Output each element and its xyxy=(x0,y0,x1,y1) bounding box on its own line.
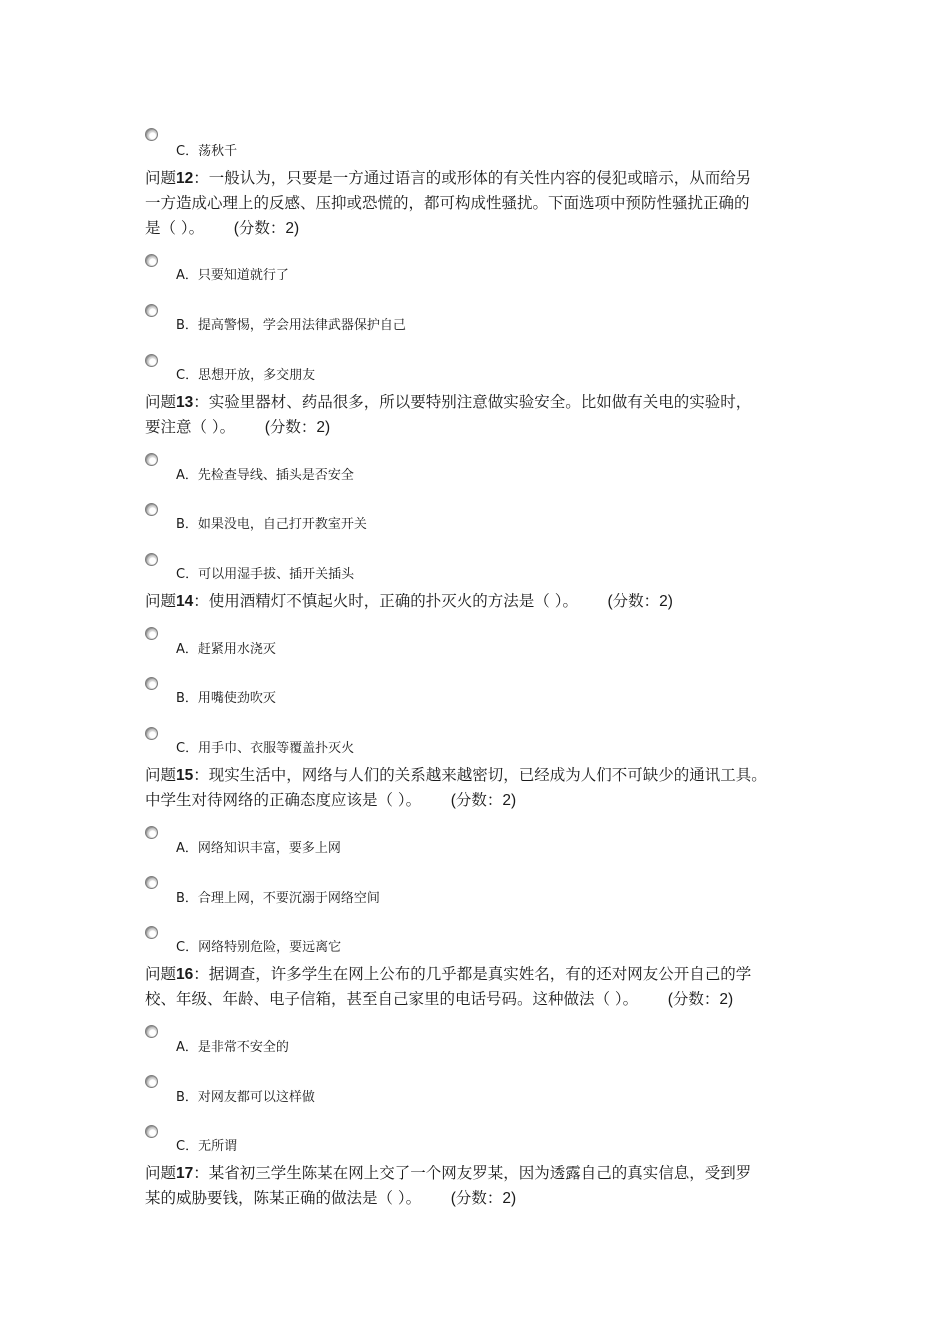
question-16 xyxy=(145,962,815,1012)
question-14 xyxy=(145,589,815,614)
radio-button[interactable] xyxy=(145,254,158,267)
question-text-line: 要注意（ ）。 xyxy=(145,418,236,436)
option-label: A．赶紧用水浇灭 xyxy=(176,642,276,657)
radio-button[interactable] xyxy=(145,503,158,516)
option-label: A．网络知识丰富，要多上网 xyxy=(176,841,341,856)
option-label: B．对网友都可以这样做 xyxy=(176,1090,315,1105)
radio-button[interactable] xyxy=(145,1125,158,1138)
question-score: (分数：2) xyxy=(607,593,673,610)
question-number: 12 xyxy=(176,170,194,187)
question-prefix: 问题 xyxy=(145,592,177,610)
question-number: 15 xyxy=(176,767,194,784)
question-text-line: ：某省初三学生陈某在网上交了一个网友罗某，因为透露自己的真实信息，受到罗 xyxy=(193,1164,752,1182)
option-label: B．提高警惕，学会用法律武器保护自己 xyxy=(176,318,406,333)
question-number: 14 xyxy=(176,593,194,610)
question-score: (分数：2) xyxy=(264,419,331,436)
question-text-line: 中学生对待网络的正确态度应该是（ ）。 xyxy=(145,791,422,809)
question-text-line: 校、年级、年龄、电子信箱，甚至自己家里的电话号码。这种做法（ ）。 xyxy=(145,990,639,1008)
radio-button[interactable] xyxy=(145,128,158,141)
option-label: B．如果没电，自己打开教室开关 xyxy=(176,517,367,532)
radio-button[interactable] xyxy=(145,1075,158,1088)
option-label: C．思想开放，多交朋友 xyxy=(176,368,316,383)
option-label: A．只要知道就行了 xyxy=(176,268,289,283)
radio-button[interactable] xyxy=(145,304,158,317)
radio-button[interactable] xyxy=(145,876,158,889)
radio-button[interactable] xyxy=(145,1025,158,1038)
radio-button[interactable] xyxy=(145,727,158,740)
option-label: C．网络特别危险，要远离它 xyxy=(176,940,342,955)
question-prefix: 问题 xyxy=(145,169,177,187)
question-text-line: ：一般认为，只要是一方通过语言的或形体的有关性内容的侵犯或暗示，从而给另 xyxy=(193,169,752,187)
question-number: 16 xyxy=(176,966,194,983)
question-score: (分数：2) xyxy=(450,1190,517,1207)
question-score: (分数：2) xyxy=(233,220,300,237)
question-number: 17 xyxy=(176,1165,194,1182)
question-text-line: ：据调查，许多学生在网上公布的几乎都是真实姓名，有的还对网友公开自己的学 xyxy=(193,965,752,983)
radio-button[interactable] xyxy=(145,453,158,466)
question-prefix: 问题 xyxy=(145,1164,177,1182)
radio-button[interactable] xyxy=(145,677,158,690)
question-number: 13 xyxy=(176,394,194,411)
radio-button[interactable] xyxy=(145,826,158,839)
option-label: A．先检查导线、插头是否安全 xyxy=(176,468,354,483)
question-17 xyxy=(145,1161,815,1211)
question-13 xyxy=(145,390,815,440)
question-text-line: 是（ ）。 xyxy=(145,219,205,237)
question-prefix: 问题 xyxy=(145,393,177,411)
question-score: (分数：2) xyxy=(450,792,517,809)
question-text-line: ：实验里器材、药品很多，所以要特别注意做实验安全。比如做有关电的实验时， xyxy=(193,393,752,411)
option-label: C．可以用湿手拔、插开关插头 xyxy=(176,567,355,582)
radio-button[interactable] xyxy=(145,627,158,640)
question-text-line: 一方造成心理上的反感、压抑或恐慌的，都可构成性骚扰。下面选项中预防性骚扰正确的 xyxy=(145,194,750,212)
radio-button[interactable] xyxy=(145,354,158,367)
question-text-line: ：使用酒精灯不慎起火时，正确的扑灭火的方法是（ ）。 xyxy=(193,592,578,610)
radio-button[interactable] xyxy=(145,926,158,939)
question-score: (分数：2) xyxy=(667,991,734,1008)
option-label: C．无所谓 xyxy=(176,1139,238,1154)
option-label: B．合理上网，不要沉溺于网络空间 xyxy=(176,891,380,906)
question-prefix: 问题 xyxy=(145,965,177,983)
question-text-line: 某的威胁要钱，陈某正确的做法是（ ）。 xyxy=(145,1189,422,1207)
option-label: C．荡秋千 xyxy=(176,144,238,159)
option-label: B．用嘴使劲吹灭 xyxy=(176,691,276,706)
question-15 xyxy=(145,763,815,813)
question-12 xyxy=(145,166,815,241)
option-label: C．用手巾、衣服等覆盖扑灭火 xyxy=(176,741,355,756)
option-label: A．是非常不安全的 xyxy=(176,1040,289,1055)
question-prefix: 问题 xyxy=(145,766,177,784)
question-text-line: ：现实生活中，网络与人们的关系越来越密切，已经成为人们不可缺少的通讯工具。 xyxy=(193,766,767,784)
radio-button[interactable] xyxy=(145,553,158,566)
